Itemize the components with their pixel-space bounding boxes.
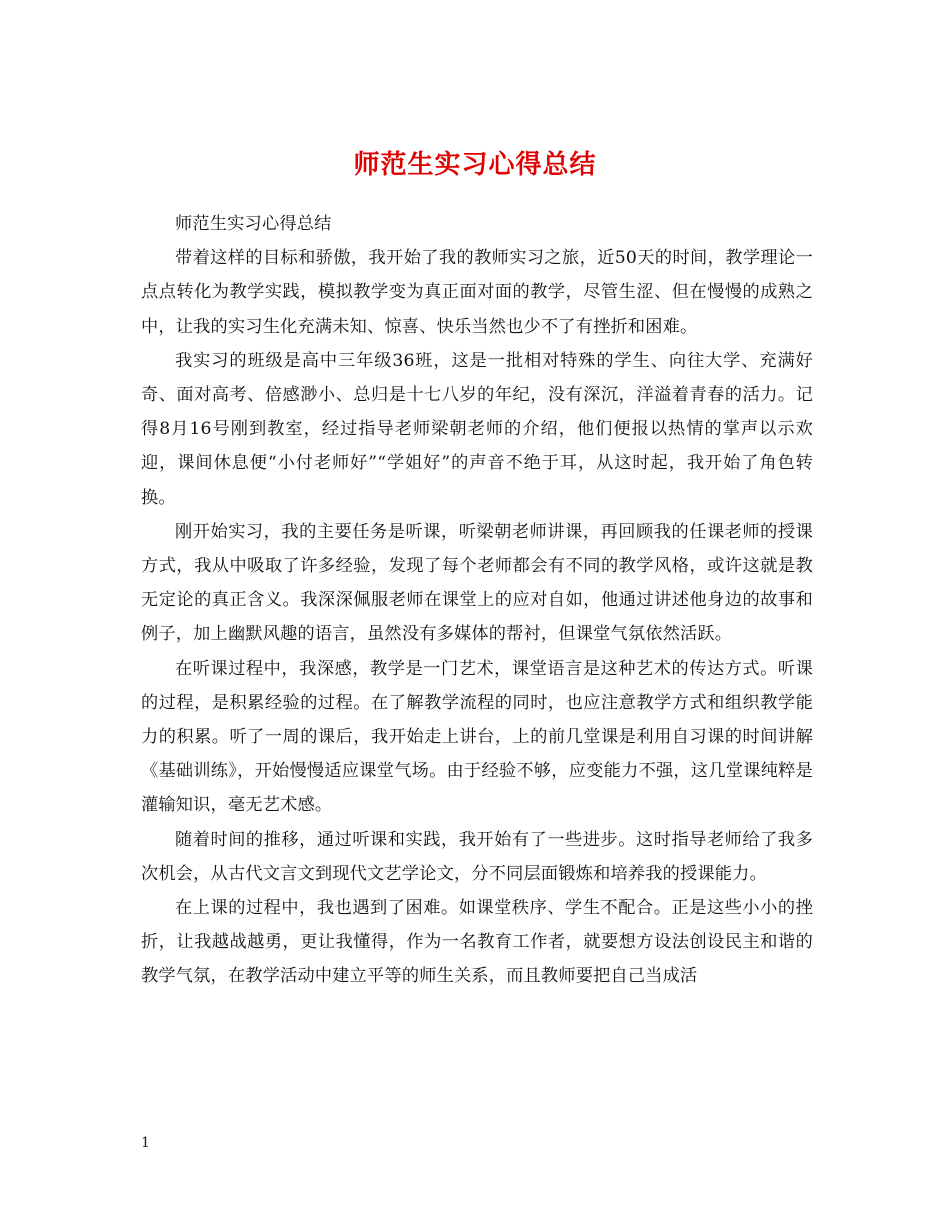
paragraph: 刚开始实习，我的主要任务是听课，听梁朝老师讲课，再回顾我的任课老师的授课方式，我从中吸取了许多经验，发现了每个老师都会有不同的教学风格，或许这就是教无定论的真正含义。我深深佩服老师在课堂上的应对自如，他通过讲述他身边的故事和例子，加上幽默风趣的语言，虽然没有多媒体的帮衬，但课堂气氛依然活跃。 [141, 521, 813, 645]
paragraph: 我实习的班级是高中三年级36班，这是一批相对特殊的学生、向往大学、充满好奇、面对高考、倍感渺小、总归是十七八岁的年纪，没有深沉，洋溢着青春的活力。记得8月16号刚到教室，经过指导老师梁朝老师的介绍，他们便报以热情的掌声以示欢迎，课间休息便“小付老师好”“学姐好”的声音不绝于耳，从这时起，我开始了角色转换。 [141, 350, 813, 508]
document-title: 师范生实习心得总结 [353, 150, 597, 181]
document-body [141, 207, 813, 994]
paragraph: 在听课过程中，我深感，教学是一门艺术，课堂语言是这种艺术的传达方式。听课的过程，是积累经验的过程。在了解教学流程的同时，也应注意教学方式和组织教学能力的积累。听了一周的课后，我开始走上讲台，上的前几堂课是利用自习课的时间讲解《基础训练》，开始慢慢适应课堂气场。由于经验不够，应变能力不强，这几堂课纯粹是灌输知识，毫无艺术感。 [141, 658, 813, 816]
page-number: 1 [141, 1135, 150, 1151]
paragraph: 师范生实习心得总结 [175, 214, 332, 234]
paragraph: 随着时间的推移，通过听课和实践，我开始有了一些进步。这时指导老师给了我多次机会，从古代文言文到现代文艺学论文，分不同层面锻炼和培养我的授课能力。 [141, 829, 813, 884]
paragraph: 带着这样的目标和骄傲，我开始了我的教师实习之旅，近50天的时间，教学理论一点点转化为教学实践，模拟教学变为真正面对面的教学，尽管生涩、但在慢慢的成熟之中，让我的实习生化充满未知、惊喜、快乐当然也少不了有挫折和困难。 [141, 248, 813, 337]
paragraph: 在上课的过程中，我也遇到了困难。如课堂秩序、学生不配合。正是这些小小的挫折，让我越战越勇，更让我懂得，作为一名教育工作者，就要想方设法创设民主和谐的教学气氛，在教学活动中建立平等的师生关系，而且教师要把自己当成活 [141, 898, 813, 987]
